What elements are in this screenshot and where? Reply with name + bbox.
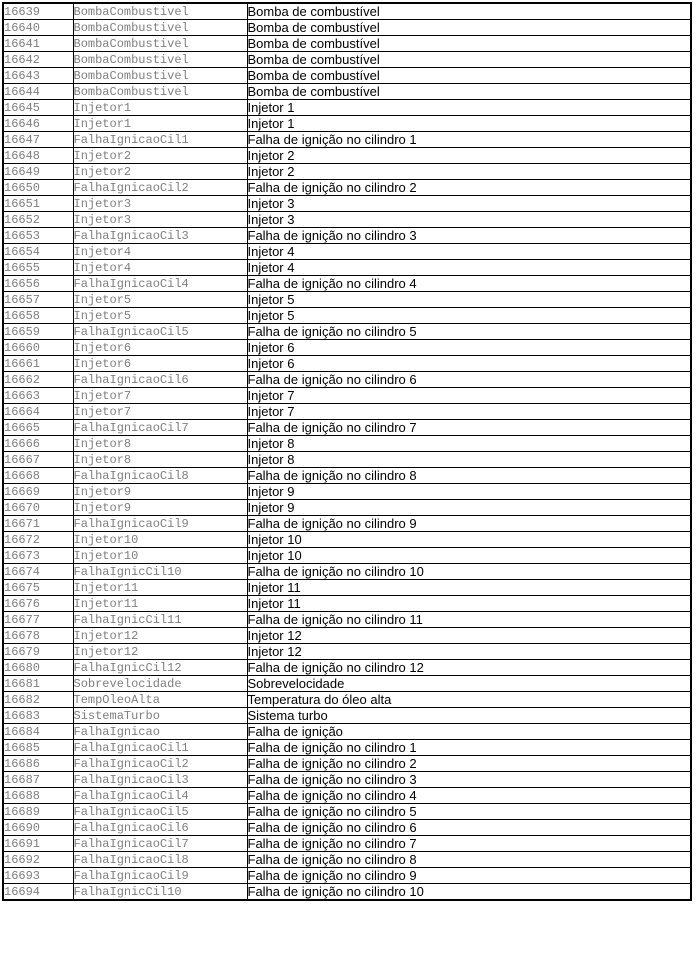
description-cell: Injetor 12 [247,628,691,644]
description-cell: Injetor 4 [247,260,691,276]
id-cell: 16641 [3,36,73,52]
table-row [3,628,691,644]
description-cell: Injetor 3 [247,212,691,228]
code-cell: Injetor3 [73,196,247,212]
table-row [3,52,691,68]
code-cell: FalhaIgnicaoCil2 [73,180,247,196]
code-cell: FalhaIgnicaoCil4 [73,276,247,292]
table-row [3,692,691,708]
description-cell: Temperatura do óleo alta [247,692,691,708]
description-cell: Bomba de combustível [247,84,691,100]
code-cell: FalhaIgnicaoCil9 [73,868,247,884]
description-cell: Injetor 5 [247,292,691,308]
id-cell: 16687 [3,772,73,788]
table-row [3,852,691,868]
table-row [3,20,691,36]
table-row [3,484,691,500]
id-cell: 16660 [3,340,73,356]
id-cell: 16677 [3,612,73,628]
table-row [3,756,691,772]
id-cell: 16643 [3,68,73,84]
description-cell: Falha de ignição [247,724,691,740]
id-cell: 16692 [3,852,73,868]
id-cell: 16670 [3,500,73,516]
table-row [3,340,691,356]
id-cell: 16645 [3,100,73,116]
table-row [3,436,691,452]
table-row [3,308,691,324]
table-row [3,196,691,212]
id-cell: 16685 [3,740,73,756]
description-cell: Falha de ignição no cilindro 1 [247,132,691,148]
code-cell: FalhaIgnicaoCil6 [73,820,247,836]
id-cell: 16683 [3,708,73,724]
id-cell: 16661 [3,356,73,372]
id-cell: 16642 [3,52,73,68]
table-row [3,580,691,596]
description-cell: Injetor 10 [247,532,691,548]
id-cell: 16666 [3,436,73,452]
description-cell: Injetor 7 [247,388,691,404]
id-cell: 16644 [3,84,73,100]
id-cell: 16658 [3,308,73,324]
code-cell: FalhaIgnicaoCil5 [73,804,247,820]
code-cell: SistemaTurbo [73,708,247,724]
table-row [3,532,691,548]
description-cell: Injetor 9 [247,500,691,516]
table-row [3,452,691,468]
id-cell: 16647 [3,132,73,148]
id-cell: 16655 [3,260,73,276]
description-cell: Injetor 8 [247,452,691,468]
description-cell: Falha de ignição no cilindro 6 [247,372,691,388]
id-cell: 16652 [3,212,73,228]
id-cell: 16675 [3,580,73,596]
code-cell: Injetor5 [73,292,247,308]
table-row [3,676,691,692]
description-cell: Bomba de combustível [247,36,691,52]
description-cell: Falha de ignição no cilindro 8 [247,852,691,868]
description-cell: Bomba de combustível [247,52,691,68]
code-cell: BombaCombustivel [73,68,247,84]
id-cell: 16680 [3,660,73,676]
id-cell: 16653 [3,228,73,244]
id-cell: 16656 [3,276,73,292]
table-row [3,356,691,372]
table-row [3,292,691,308]
description-cell: Injetor 3 [247,196,691,212]
id-cell: 16640 [3,20,73,36]
table-row [3,884,691,901]
description-cell: Injetor 9 [247,484,691,500]
id-cell: 16686 [3,756,73,772]
description-cell: Falha de ignição no cilindro 7 [247,420,691,436]
code-cell: Injetor10 [73,548,247,564]
table-row [3,244,691,260]
description-cell: Falha de ignição no cilindro 3 [247,772,691,788]
code-cell: Injetor7 [73,388,247,404]
description-cell: Sistema turbo [247,708,691,724]
code-cell: FalhaIgnicaoCil3 [73,772,247,788]
description-cell: Falha de ignição no cilindro 1 [247,740,691,756]
description-cell: Falha de ignição no cilindro 6 [247,820,691,836]
id-cell: 16669 [3,484,73,500]
code-cell: Injetor9 [73,484,247,500]
description-cell: Injetor 2 [247,164,691,180]
description-cell: Injetor 6 [247,356,691,372]
code-cell: FalhaIgnicaoCil7 [73,420,247,436]
id-cell: 16659 [3,324,73,340]
id-cell: 16690 [3,820,73,836]
id-cell: 16671 [3,516,73,532]
id-cell: 16663 [3,388,73,404]
description-cell: Injetor 6 [247,340,691,356]
code-cell: BombaCombustivel [73,36,247,52]
description-cell: Falha de ignição no cilindro 7 [247,836,691,852]
table-row [3,836,691,852]
table-row [3,180,691,196]
table-row [3,516,691,532]
id-cell: 16672 [3,532,73,548]
id-cell: 16664 [3,404,73,420]
description-cell: Falha de ignição no cilindro 10 [247,884,691,901]
table-row [3,212,691,228]
description-cell: Falha de ignição no cilindro 4 [247,276,691,292]
code-cell: FalhaIgnicaoCil1 [73,132,247,148]
table-row [3,804,691,820]
code-cell: Injetor6 [73,356,247,372]
code-cell: FalhaIgnicCil11 [73,612,247,628]
table-row [3,740,691,756]
table-row [3,148,691,164]
id-cell: 16662 [3,372,73,388]
code-cell: BombaCombustivel [73,52,247,68]
table-row [3,820,691,836]
description-cell: Falha de ignição no cilindro 3 [247,228,691,244]
code-cell: FalhaIgnicCil12 [73,660,247,676]
code-cell: Injetor4 [73,244,247,260]
id-cell: 16665 [3,420,73,436]
description-cell: Injetor 11 [247,596,691,612]
description-cell: Injetor 12 [247,644,691,660]
code-cell: FalhaIgnicao [73,724,247,740]
description-cell: Falha de ignição no cilindro 11 [247,612,691,628]
code-cell: FalhaIgnicaoCil9 [73,516,247,532]
table-row [3,468,691,484]
code-cell: FalhaIgnicaoCil8 [73,468,247,484]
code-cell: Injetor8 [73,436,247,452]
alarm-code-table [2,2,692,901]
code-cell: Injetor8 [73,452,247,468]
description-cell: Injetor 7 [247,404,691,420]
table-row [3,644,691,660]
table-row [3,596,691,612]
description-cell: Falha de ignição no cilindro 2 [247,180,691,196]
code-cell: TempOleoAlta [73,692,247,708]
id-cell: 16668 [3,468,73,484]
code-cell: FalhaIgnicCil10 [73,564,247,580]
table-row [3,788,691,804]
alarm-table-body [3,3,691,900]
code-cell: FalhaIgnicaoCil3 [73,228,247,244]
code-cell: Injetor7 [73,404,247,420]
description-cell: Falha de ignição no cilindro 10 [247,564,691,580]
code-cell: Sobrevelocidade [73,676,247,692]
table-row [3,372,691,388]
code-cell: FalhaIgnicaoCil1 [73,740,247,756]
code-cell: FalhaIgnicaoCil4 [73,788,247,804]
code-cell: Injetor5 [73,308,247,324]
id-cell: 16681 [3,676,73,692]
table-row [3,324,691,340]
code-cell: Injetor1 [73,100,247,116]
description-cell: Injetor 4 [247,244,691,260]
code-cell: FalhaIgnicaoCil7 [73,836,247,852]
table-row [3,388,691,404]
id-cell: 16651 [3,196,73,212]
id-cell: 16654 [3,244,73,260]
code-cell: BombaCombustivel [73,20,247,36]
table-row [3,84,691,100]
description-cell: Falha de ignição no cilindro 9 [247,516,691,532]
description-cell: Falha de ignição no cilindro 5 [247,804,691,820]
id-cell: 16674 [3,564,73,580]
table-row [3,36,691,52]
table-row [3,868,691,884]
code-cell: Injetor9 [73,500,247,516]
id-cell: 16639 [3,3,73,20]
table-row [3,276,691,292]
code-cell: Injetor11 [73,580,247,596]
id-cell: 16689 [3,804,73,820]
id-cell: 16682 [3,692,73,708]
description-cell: Falha de ignição no cilindro 12 [247,660,691,676]
id-cell: 16646 [3,116,73,132]
id-cell: 16650 [3,180,73,196]
table-row [3,116,691,132]
code-cell: FalhaIgnicaoCil2 [73,756,247,772]
id-cell: 16693 [3,868,73,884]
table-row [3,228,691,244]
description-cell: Bomba de combustível [247,20,691,36]
code-cell: FalhaIgnicaoCil8 [73,852,247,868]
code-cell: Injetor6 [73,340,247,356]
code-cell: Injetor12 [73,644,247,660]
code-cell: Injetor3 [73,212,247,228]
code-cell: BombaCombustivel [73,84,247,100]
description-cell: Injetor 1 [247,116,691,132]
table-row [3,500,691,516]
description-cell: Falha de ignição no cilindro 5 [247,324,691,340]
table-row [3,404,691,420]
code-cell: FalhaIgnicaoCil5 [73,324,247,340]
description-cell: Falha de ignição no cilindro 9 [247,868,691,884]
code-cell: Injetor10 [73,532,247,548]
table-row [3,612,691,628]
id-cell: 16691 [3,836,73,852]
id-cell: 16648 [3,148,73,164]
id-cell: 16673 [3,548,73,564]
table-row [3,548,691,564]
description-cell: Bomba de combustível [247,3,691,20]
table-row [3,564,691,580]
id-cell: 16676 [3,596,73,612]
table-row [3,772,691,788]
id-cell: 16694 [3,884,73,901]
description-cell: Injetor 8 [247,436,691,452]
table-row [3,164,691,180]
code-cell: FalhaIgnicCil10 [73,884,247,901]
table-row [3,724,691,740]
table-row [3,708,691,724]
code-cell: Injetor2 [73,148,247,164]
id-cell: 16649 [3,164,73,180]
table-row [3,420,691,436]
code-cell: BombaCombustivel [73,3,247,20]
description-cell: Sobrevelocidade [247,676,691,692]
description-cell: Falha de ignição no cilindro 4 [247,788,691,804]
id-cell: 16667 [3,452,73,468]
code-cell: Injetor2 [73,164,247,180]
code-cell: Injetor11 [73,596,247,612]
code-cell: Injetor12 [73,628,247,644]
id-cell: 16684 [3,724,73,740]
description-cell: Falha de ignição no cilindro 2 [247,756,691,772]
code-cell: Injetor1 [73,116,247,132]
id-cell: 16657 [3,292,73,308]
id-cell: 16679 [3,644,73,660]
table-row [3,260,691,276]
code-cell: FalhaIgnicaoCil6 [73,372,247,388]
table-row [3,100,691,116]
description-cell: Injetor 11 [247,580,691,596]
table-row [3,660,691,676]
id-cell: 16678 [3,628,73,644]
description-cell: Injetor 10 [247,548,691,564]
description-cell: Falha de ignição no cilindro 8 [247,468,691,484]
code-cell: Injetor4 [73,260,247,276]
description-cell: Injetor 1 [247,100,691,116]
id-cell: 16688 [3,788,73,804]
table-row [3,3,691,20]
description-cell: Injetor 2 [247,148,691,164]
table-row [3,68,691,84]
description-cell: Bomba de combustível [247,68,691,84]
table-row [3,132,691,148]
description-cell: Injetor 5 [247,308,691,324]
